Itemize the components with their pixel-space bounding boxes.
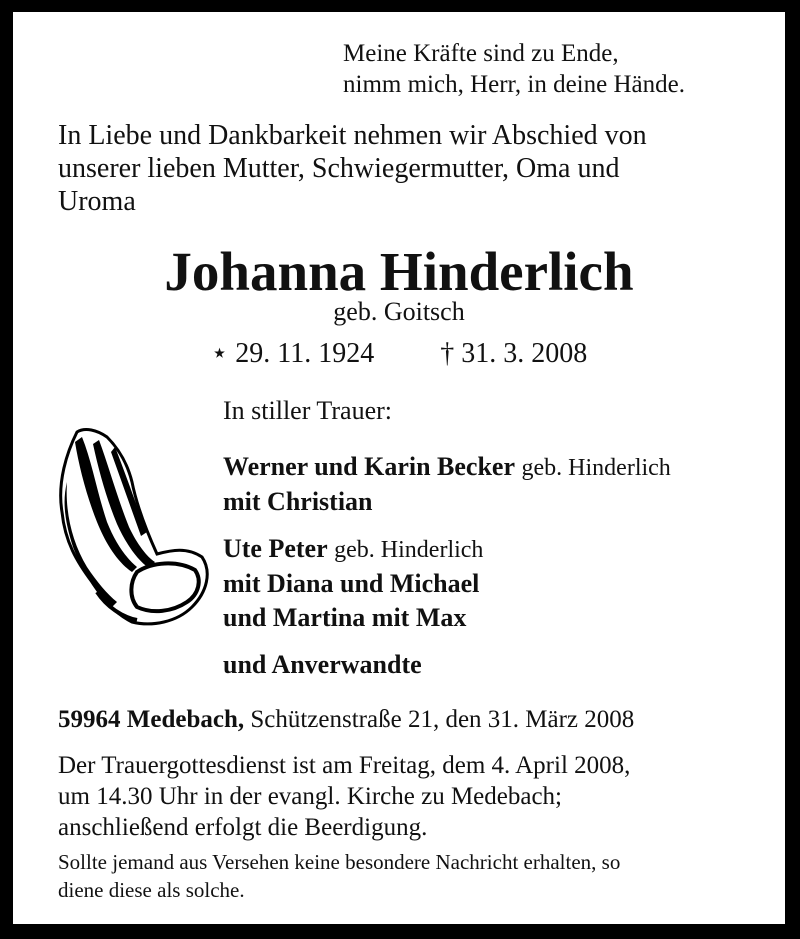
service-line-3: anschließend erfolgt die Beerdigung.	[58, 814, 428, 841]
mourners-closing: und Anverwandte	[223, 650, 422, 679]
obituary-card	[13, 12, 785, 924]
mourner-maiden: geb. Hinderlich	[521, 455, 671, 481]
mourner-extra: mit Diana und Michael	[223, 569, 480, 598]
mourner-name: Ute Peter	[223, 534, 328, 563]
intro-line-1: In Liebe und Dankbarkeit nehmen wir Abschied von	[58, 120, 647, 151]
life-dates	[13, 337, 785, 371]
mourner-maiden: geb. Hinderlich	[334, 537, 484, 563]
intro-line-3: Uroma	[58, 186, 136, 217]
birth-date: 29. 11. 1924	[235, 338, 375, 369]
mourner-extra: mit Christian	[223, 487, 373, 516]
intro-text	[58, 119, 758, 218]
service-line-1: Der Trauergottesdienst ist am Freitag, dem 4. April 2008,	[58, 752, 631, 779]
service-line-2: um 14.30 Uhr in der evangl. Kirche zu Medebach;	[58, 783, 563, 810]
note-line-1: Sollte jemand aus Versehen keine besondere Nachricht erhalten, so	[58, 850, 621, 874]
location-address-date: Schützenstraße 21, den 31. März 2008	[250, 706, 635, 733]
birth-star-icon: ⋆	[210, 338, 229, 369]
praying-hands-icon	[37, 422, 213, 627]
death-date: 31. 3. 2008	[461, 338, 588, 369]
maiden-name: geb. Goitsch	[333, 297, 465, 326]
service-info	[58, 750, 630, 843]
mourner-group-2	[223, 532, 483, 635]
mourners-heading: In stiller Trauer:	[223, 396, 392, 425]
verse	[343, 38, 685, 100]
mourner-name: Werner und Karin Becker	[223, 452, 516, 481]
intro-line-2: unserer lieben Mutter, Schwiegermutter, Oma und	[58, 153, 620, 184]
mourner-group-1	[223, 450, 671, 519]
note-line-2: diene diese als solche.	[58, 878, 245, 902]
notice-note	[58, 848, 620, 904]
location-place: 59964 Medebach,	[58, 706, 245, 733]
mourner-extra: und Martina mit Max	[223, 603, 467, 632]
verse-line-2: nimm mich, Herr, in deine Hände.	[343, 71, 685, 98]
deceased-name: Johanna Hinderlich	[164, 241, 634, 302]
verse-line-1: Meine Kräfte sind zu Ende,	[343, 40, 619, 67]
death-cross-icon: †	[440, 338, 455, 369]
location-line	[58, 704, 634, 736]
